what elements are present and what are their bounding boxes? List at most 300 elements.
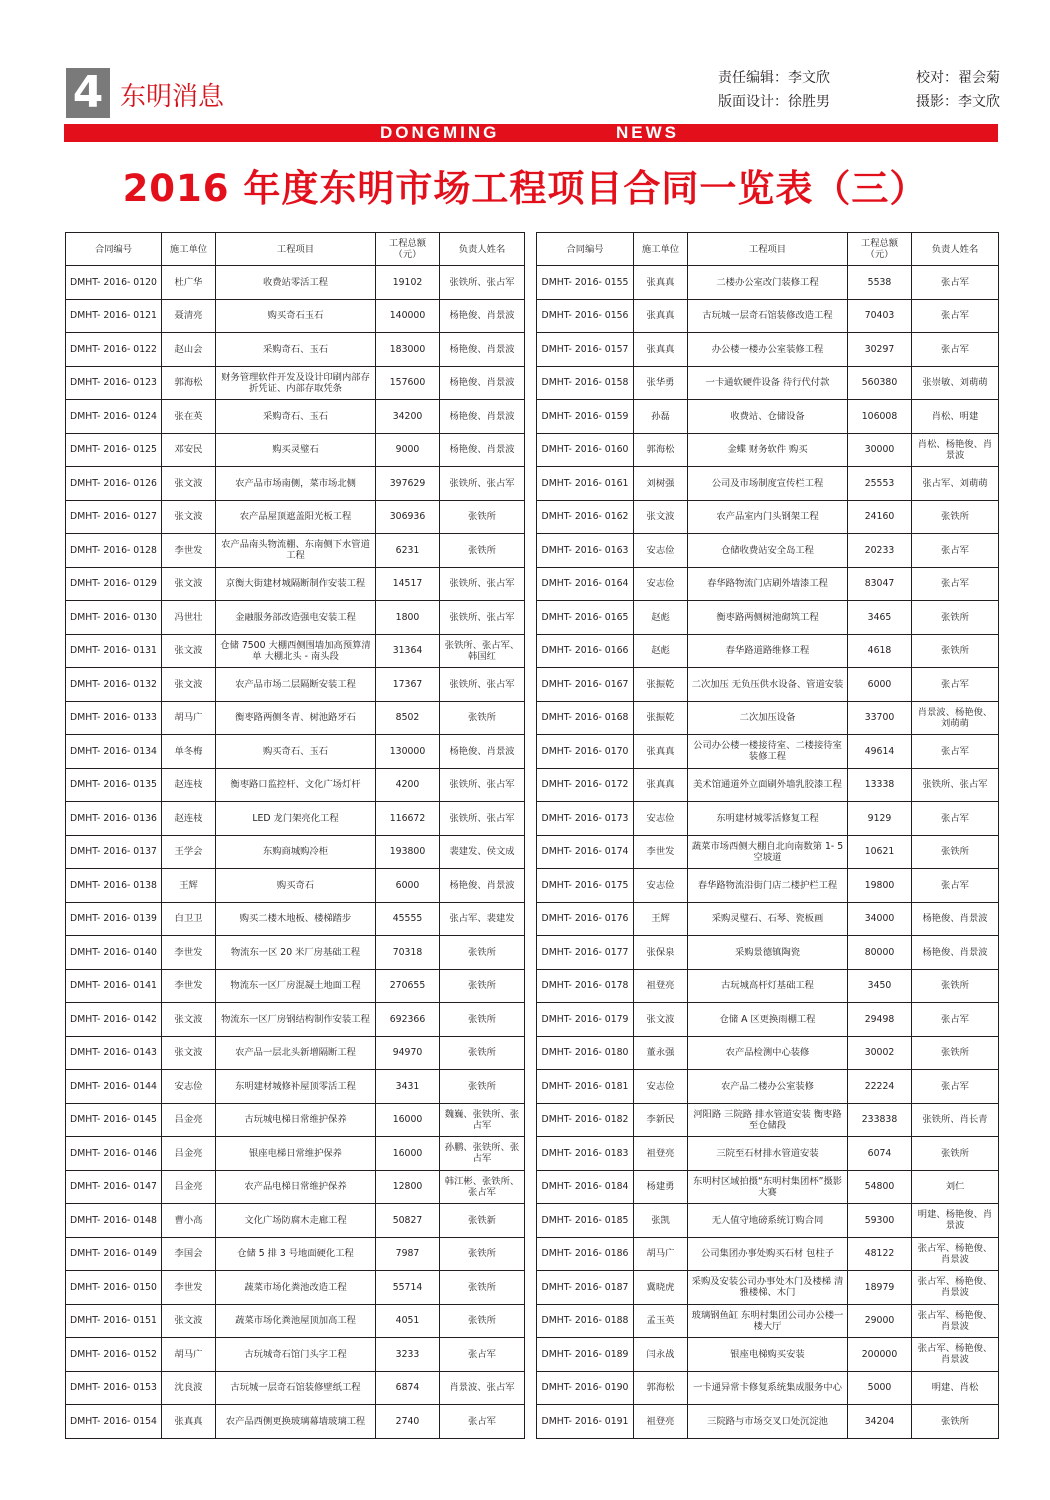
table-row (66, 1237, 525, 1271)
project-cell: 春华路道路维修工程 (688, 634, 848, 668)
photographer-credit: 摄影：李文欣 (916, 94, 1000, 110)
project-cell: 东明建材城零活修复工程 (688, 802, 848, 836)
contract-number-cell: DMHT- 2016- 0153 (66, 1371, 162, 1405)
table-row (537, 668, 999, 702)
responsible-person-cell: 张占军 (912, 1003, 999, 1037)
contract-number-cell: DMHT- 2016- 0187 (537, 1271, 634, 1305)
contractor-cell: 闫永战 (634, 1338, 688, 1372)
table-row (537, 869, 999, 903)
contracts-table-right (536, 232, 999, 1439)
contract-number-cell: DMHT- 2016- 0172 (537, 768, 634, 802)
responsible-person-cell: 肖景波、张占军 (440, 1371, 525, 1405)
amount-cell: 16000 (376, 1103, 440, 1137)
table-row (66, 534, 525, 568)
project-cell: 采购灵璧石、石琴、瓷板画 (688, 902, 848, 936)
contract-number-cell: DMHT- 2016- 0174 (537, 835, 634, 869)
project-cell: 物流东一区厂房混凝土地面工程 (216, 969, 376, 1003)
contract-number-cell: DMHT- 2016- 0128 (66, 534, 162, 568)
table-row (66, 601, 525, 635)
contract-number-cell: DMHT- 2016- 0178 (537, 969, 634, 1003)
contractor-cell: 张真真 (634, 299, 688, 333)
table-row (537, 735, 999, 769)
amount-cell: 34200 (376, 400, 440, 434)
responsible-person-cell: 张铁所、张占军 (440, 601, 525, 635)
amount-cell: 233838 (848, 1103, 912, 1137)
contract-number-cell: DMHT- 2016- 0160 (537, 433, 634, 467)
responsible-person-cell: 张占军 (912, 735, 999, 769)
responsible-person-cell: 张占军 (912, 1070, 999, 1104)
table-row (66, 1338, 525, 1372)
amount-cell: 54800 (848, 1170, 912, 1204)
contract-number-cell: DMHT- 2016- 0175 (537, 869, 634, 903)
responsible-person-cell: 张铁所、张占军 (440, 266, 525, 300)
contract-number-cell: DMHT- 2016- 0152 (66, 1338, 162, 1372)
contractor-cell: 王学会 (162, 835, 216, 869)
project-cell: 农产品市场南侧，菜市场北侧 (216, 467, 376, 501)
contractor-cell: 冯世壮 (162, 601, 216, 635)
amount-cell: 80000 (848, 936, 912, 970)
banner-word: NEWS (616, 123, 679, 142)
amount-cell: 6000 (376, 869, 440, 903)
project-cell: 农产品一层北头新增隔断工程 (216, 1036, 376, 1070)
contract-number-cell: DMHT- 2016- 0182 (537, 1103, 634, 1137)
responsible-person-cell: 肖松、明建 (912, 400, 999, 434)
amount-cell: 12800 (376, 1170, 440, 1204)
contract-number-cell: DMHT- 2016- 0121 (66, 299, 162, 333)
table-row (537, 1204, 999, 1238)
table-row (66, 768, 525, 802)
contractor-cell: 李新民 (634, 1103, 688, 1137)
amount-cell: 306936 (376, 500, 440, 534)
page-number: 4 (66, 68, 110, 118)
table-row (537, 902, 999, 936)
project-cell: 春华路物流门店刷外墙漆工程 (688, 567, 848, 601)
project-cell: 财务管理软件开发及设计印刷内部存折凭证、内部存取凭条 (216, 366, 376, 400)
amount-cell: 183000 (376, 333, 440, 367)
project-cell: 农产品室内门头钢架工程 (688, 500, 848, 534)
table-row (537, 768, 999, 802)
amount-cell: 5000 (848, 1371, 912, 1405)
responsible-person-cell: 杨艳俊、肖景波 (440, 299, 525, 333)
project-cell: LED 龙门架亮化工程 (216, 802, 376, 836)
contractor-cell: 张文波 (162, 634, 216, 668)
project-cell: 购买奇石 (216, 869, 376, 903)
responsible-person-cell: 张铁所 (440, 1003, 525, 1037)
column-header: 合同编号 (66, 233, 162, 266)
table-row (66, 500, 525, 534)
project-cell: 购买二楼木地板、楼梯踏步 (216, 902, 376, 936)
credits-row (718, 90, 1000, 114)
contractor-cell: 安志俭 (634, 869, 688, 903)
project-cell: 二次加压 无负压供水设备、管道安装 (688, 668, 848, 702)
project-cell: 公司及市场制度宣传栏工程 (688, 467, 848, 501)
contract-number-cell: DMHT- 2016- 0126 (66, 467, 162, 501)
credits (718, 66, 1000, 114)
amount-cell: 45555 (376, 902, 440, 936)
responsible-person-cell: 肖景波、杨艳俊、刘萌萌 (912, 701, 999, 735)
contractor-cell: 张文波 (162, 668, 216, 702)
contract-number-cell: DMHT- 2016- 0138 (66, 869, 162, 903)
project-cell: 古玩城高杆灯基础工程 (688, 969, 848, 1003)
responsible-person-cell: 张铁所 (912, 969, 999, 1003)
responsible-person-cell: 张铁新 (440, 1204, 525, 1238)
table-row (537, 1271, 999, 1305)
contractor-cell: 安志俭 (162, 1070, 216, 1104)
responsible-person-cell: 张铁所 (440, 936, 525, 970)
project-cell: 银座电梯购买安装 (688, 1338, 848, 1372)
amount-cell: 6874 (376, 1371, 440, 1405)
table-row (537, 969, 999, 1003)
responsible-person-cell: 张铁所、张占军 (440, 768, 525, 802)
amount-cell: 3450 (848, 969, 912, 1003)
contractor-cell: 郭海松 (634, 1371, 688, 1405)
contract-number-cell: DMHT- 2016- 0165 (537, 601, 634, 635)
masthead-banner (64, 124, 998, 142)
contract-number-cell: DMHT- 2016- 0125 (66, 433, 162, 467)
amount-cell: 106008 (848, 400, 912, 434)
table-row (66, 1070, 525, 1104)
banner-word: DONGMING (380, 123, 500, 142)
responsible-person-cell: 杨艳俊、肖景波 (440, 433, 525, 467)
responsible-person-cell: 张占军 (440, 1405, 525, 1439)
project-cell: 美术馆通道外立面刷外墙乳胶漆工程 (688, 768, 848, 802)
responsible-person-cell: 张铁所 (912, 835, 999, 869)
contract-number-cell: DMHT- 2016- 0145 (66, 1103, 162, 1137)
contract-number-cell: DMHT- 2016- 0139 (66, 902, 162, 936)
contract-number-cell: DMHT- 2016- 0155 (537, 266, 634, 300)
contract-number-cell: DMHT- 2016- 0141 (66, 969, 162, 1003)
contract-number-cell: DMHT- 2016- 0151 (66, 1304, 162, 1338)
amount-cell: 30002 (848, 1036, 912, 1070)
project-cell: 古玩城一层奇石馆装修壁纸工程 (216, 1371, 376, 1405)
responsible-person-cell: 杨艳俊、肖景波 (440, 333, 525, 367)
responsible-person-cell: 张铁所 (440, 534, 525, 568)
contractor-cell: 邓安民 (162, 433, 216, 467)
contract-number-cell: DMHT- 2016- 0170 (537, 735, 634, 769)
responsible-person-cell: 裴建发、侯文成 (440, 835, 525, 869)
responsible-person-cell: 张铁所 (440, 969, 525, 1003)
contract-number-cell: DMHT- 2016- 0124 (66, 400, 162, 434)
responsible-person-cell: 张铁所、张占军 (440, 668, 525, 702)
contractor-cell: 张真真 (634, 266, 688, 300)
contract-number-cell: DMHT- 2016- 0179 (537, 1003, 634, 1037)
contract-number-cell: DMHT- 2016- 0123 (66, 366, 162, 400)
project-cell: 金蝶 财务软件 购买 (688, 433, 848, 467)
amount-cell: 20233 (848, 534, 912, 568)
contractor-cell: 张文波 (162, 1003, 216, 1037)
contract-number-cell: DMHT- 2016- 0164 (537, 567, 634, 601)
amount-cell: 692366 (376, 1003, 440, 1037)
responsible-person-cell: 魏巍、张铁所、张占军 (440, 1103, 525, 1137)
responsible-person-cell: 张铁所、肖长青 (912, 1103, 999, 1137)
contract-number-cell: DMHT- 2016- 0132 (66, 668, 162, 702)
responsible-person-cell: 张铁所 (912, 500, 999, 534)
contract-number-cell: DMHT- 2016- 0167 (537, 668, 634, 702)
amount-cell: 9000 (376, 433, 440, 467)
column-header: 施工单位 (634, 233, 688, 266)
page-headline: 2016 年度东明市场工程项目合同一览表（三） (122, 167, 928, 210)
table-row (66, 1103, 525, 1137)
contractor-cell: 张真真 (634, 735, 688, 769)
contractor-cell: 吕金亮 (162, 1137, 216, 1171)
amount-cell: 30000 (848, 433, 912, 467)
table-row (537, 1170, 999, 1204)
contractor-cell: 郭海松 (162, 366, 216, 400)
table-row (66, 1271, 525, 1305)
responsible-person-cell: 肖松、杨艳俊、肖景波 (912, 433, 999, 467)
contractor-cell: 张凯 (634, 1204, 688, 1238)
contract-number-cell: DMHT- 2016- 0143 (66, 1036, 162, 1070)
table-row (66, 266, 525, 300)
amount-cell: 3431 (376, 1070, 440, 1104)
contractor-cell: 张文波 (634, 500, 688, 534)
project-cell: 农产品电梯日常维护保养 (216, 1170, 376, 1204)
contractor-cell: 孟玉英 (634, 1304, 688, 1338)
responsible-person-cell: 张铁所 (440, 701, 525, 735)
amount-cell: 6000 (848, 668, 912, 702)
amount-cell: 4200 (376, 768, 440, 802)
contractor-cell: 冀晓虎 (634, 1271, 688, 1305)
contract-number-cell: DMHT- 2016- 0130 (66, 601, 162, 635)
responsible-person-cell: 杨艳俊、肖景波 (440, 869, 525, 903)
contracts-table-left (65, 232, 525, 1439)
contractor-cell: 董永强 (634, 1036, 688, 1070)
contractor-cell: 李世发 (162, 1271, 216, 1305)
responsible-person-cell: 张铁所 (440, 500, 525, 534)
table-header-row (66, 233, 525, 266)
table-row (66, 1204, 525, 1238)
project-cell: 金融服务部改造强电安装工程 (216, 601, 376, 635)
project-cell: 二楼办公室改门装修工程 (688, 266, 848, 300)
amount-cell: 55714 (376, 1271, 440, 1305)
section-title: 东明消息 (120, 82, 225, 112)
contractor-cell: 张文波 (162, 1036, 216, 1070)
contractor-cell: 张真真 (162, 1405, 216, 1439)
project-cell: 采购奇石、玉石 (216, 333, 376, 367)
responsible-person-cell: 张铁所 (440, 1271, 525, 1305)
project-cell: 一卡通异常卡修复系统集成服务中心 (688, 1371, 848, 1405)
contractor-cell: 沈良波 (162, 1371, 216, 1405)
contractor-cell: 吕金亮 (162, 1170, 216, 1204)
contract-number-cell: DMHT- 2016- 0144 (66, 1070, 162, 1104)
table-header-row (537, 233, 999, 266)
contractor-cell: 胡马广 (162, 701, 216, 735)
contractor-cell: 赵连枝 (162, 802, 216, 836)
contract-number-cell: DMHT- 2016- 0190 (537, 1371, 634, 1405)
contract-number-cell: DMHT- 2016- 0158 (537, 366, 634, 400)
contractor-cell: 张文波 (634, 1003, 688, 1037)
contract-number-cell: DMHT- 2016- 0127 (66, 500, 162, 534)
amount-cell: 19800 (848, 869, 912, 903)
column-header: 负责人姓名 (440, 233, 525, 266)
responsible-person-cell: 张铁所 (912, 1405, 999, 1439)
column-header: 工程项目 (216, 233, 376, 266)
contractor-cell: 张保泉 (634, 936, 688, 970)
amount-cell: 3465 (848, 601, 912, 635)
contractor-cell: 安志俭 (634, 567, 688, 601)
project-cell: 物流东一区厂房钢结构制作安装工程 (216, 1003, 376, 1037)
amount-cell: 6231 (376, 534, 440, 568)
responsible-person-cell: 张占军、杨艳俊、肖景波 (912, 1304, 999, 1338)
project-cell: 古玩城电梯日常维护保养 (216, 1103, 376, 1137)
table-row (66, 735, 525, 769)
table-row (66, 634, 525, 668)
credits-row (718, 66, 1000, 90)
table-row (537, 500, 999, 534)
project-cell: 无人值守地磅系统订购合同 (688, 1204, 848, 1238)
amount-cell: 29000 (848, 1304, 912, 1338)
contract-number-cell: DMHT- 2016- 0184 (537, 1170, 634, 1204)
table-row (66, 333, 525, 367)
project-cell: 古玩城一层奇石馆装修改造工程 (688, 299, 848, 333)
amount-cell: 560380 (848, 366, 912, 400)
responsible-person-cell: 张铁所、张占军 (912, 768, 999, 802)
table-row (66, 299, 525, 333)
responsible-person-cell: 张崇敏、刘萌萌 (912, 366, 999, 400)
responsible-person-cell: 张铁所 (912, 1137, 999, 1171)
project-cell: 农产品检测中心装修 (688, 1036, 848, 1070)
contractor-cell: 张真真 (634, 768, 688, 802)
editor-credit: 责任编辑：李文欣 (718, 70, 830, 86)
contract-number-cell: DMHT- 2016- 0180 (537, 1036, 634, 1070)
project-cell: 购买奇石玉石 (216, 299, 376, 333)
project-cell: 玻璃钢鱼缸 东明村集团公司办公楼一楼大厅 (688, 1304, 848, 1338)
proofreader-credit: 校对：翟会菊 (916, 70, 1000, 86)
amount-cell: 3233 (376, 1338, 440, 1372)
contract-number-cell: DMHT- 2016- 0140 (66, 936, 162, 970)
project-cell: 东明建材城修补屋顶零活工程 (216, 1070, 376, 1104)
table-row (66, 467, 525, 501)
project-cell: 衡枣路两侧冬青、树池路牙石 (216, 701, 376, 735)
column-header: 工程项目 (688, 233, 848, 266)
contract-number-cell: DMHT- 2016- 0148 (66, 1204, 162, 1238)
contract-number-cell: DMHT- 2016- 0133 (66, 701, 162, 735)
responsible-person-cell: 杨艳俊、肖景波 (440, 366, 525, 400)
amount-cell: 6074 (848, 1137, 912, 1171)
contractor-cell: 祖登亮 (634, 1137, 688, 1171)
amount-cell: 14517 (376, 567, 440, 601)
project-cell: 仓储收费站安全岛工程 (688, 534, 848, 568)
project-cell: 公司办公楼一楼接待室、二楼接待室装修工程 (688, 735, 848, 769)
contract-number-cell: DMHT- 2016- 0185 (537, 1204, 634, 1238)
contractor-cell: 单冬梅 (162, 735, 216, 769)
contractor-cell: 刘树强 (634, 467, 688, 501)
table-row (66, 936, 525, 970)
project-cell: 农产品二楼办公室装修 (688, 1070, 848, 1104)
contractor-cell: 王辉 (162, 869, 216, 903)
table-row (537, 1304, 999, 1338)
project-cell: 农产品西侧更换玻璃幕墙玻璃工程 (216, 1405, 376, 1439)
contractor-cell: 赵山会 (162, 333, 216, 367)
project-cell: 东购商城购冷柜 (216, 835, 376, 869)
contract-number-cell: DMHT- 2016- 0142 (66, 1003, 162, 1037)
amount-cell: 10621 (848, 835, 912, 869)
contract-number-cell: DMHT- 2016- 0183 (537, 1137, 634, 1171)
responsible-person-cell: 张占军 (912, 869, 999, 903)
table-row (66, 969, 525, 1003)
project-cell: 购买奇石、玉石 (216, 735, 376, 769)
contractor-cell: 张在英 (162, 400, 216, 434)
responsible-person-cell: 张铁所 (912, 1036, 999, 1070)
contractor-cell: 祖登亮 (634, 969, 688, 1003)
responsible-person-cell: 张铁所 (440, 1304, 525, 1338)
amount-cell: 1800 (376, 601, 440, 635)
table-row (537, 433, 999, 467)
contractor-cell: 李世发 (162, 534, 216, 568)
amount-cell: 5538 (848, 266, 912, 300)
project-cell: 蔬菜市场西侧大棚自北向南数第 1- 5 空坡道 (688, 835, 848, 869)
table-row (537, 467, 999, 501)
table-row (66, 1170, 525, 1204)
table-row (537, 366, 999, 400)
table-row (66, 802, 525, 836)
table-row (66, 701, 525, 735)
responsible-person-cell: 孙鹏、张铁所、张占军 (440, 1137, 525, 1171)
contractor-cell: 曹小高 (162, 1204, 216, 1238)
contract-number-cell: DMHT- 2016- 0150 (66, 1271, 162, 1305)
table-row (66, 1036, 525, 1070)
amount-cell: 193800 (376, 835, 440, 869)
contract-number-cell: DMHT- 2016- 0157 (537, 333, 634, 367)
contract-number-cell: DMHT- 2016- 0166 (537, 634, 634, 668)
responsible-person-cell: 杨艳俊、肖景波 (440, 735, 525, 769)
responsible-person-cell: 杨艳俊、肖景波 (912, 936, 999, 970)
responsible-person-cell: 张占军 (912, 333, 999, 367)
project-cell: 农产品屋顶遮盖阳光板工程 (216, 500, 376, 534)
contractor-cell: 赵彪 (634, 601, 688, 635)
table-row (66, 668, 525, 702)
contractor-cell: 白卫卫 (162, 902, 216, 936)
contractor-cell: 张文波 (162, 567, 216, 601)
contractor-cell: 杨建勇 (634, 1170, 688, 1204)
amount-cell: 19102 (376, 266, 440, 300)
contract-number-cell: DMHT- 2016- 0122 (66, 333, 162, 367)
column-header: 合同编号 (537, 233, 634, 266)
amount-cell: 16000 (376, 1137, 440, 1171)
responsible-person-cell: 张占军 (912, 299, 999, 333)
project-cell: 采购奇石、玉石 (216, 400, 376, 434)
contract-number-cell: DMHT- 2016- 0136 (66, 802, 162, 836)
contract-number-cell: DMHT- 2016- 0163 (537, 534, 634, 568)
contract-number-cell: DMHT- 2016- 0149 (66, 1237, 162, 1271)
contract-number-cell: DMHT- 2016- 0135 (66, 768, 162, 802)
contractor-cell: 安志俭 (634, 1070, 688, 1104)
column-header: 工程总额（元） (848, 233, 912, 266)
amount-cell: 116672 (376, 802, 440, 836)
contractor-cell: 郭海松 (634, 433, 688, 467)
contract-number-cell: DMHT- 2016- 0120 (66, 266, 162, 300)
amount-cell: 70318 (376, 936, 440, 970)
table-row (66, 835, 525, 869)
amount-cell: 130000 (376, 735, 440, 769)
contractor-cell: 张文波 (162, 467, 216, 501)
project-cell: 文化广场防腐木走廊工程 (216, 1204, 376, 1238)
table-row (66, 366, 525, 400)
contractor-cell: 张振乾 (634, 668, 688, 702)
project-cell: 京衡大街建材城隔断制作安装工程 (216, 567, 376, 601)
contractor-cell: 张文波 (162, 1304, 216, 1338)
responsible-person-cell: 张占军、杨艳俊、肖景波 (912, 1271, 999, 1305)
contract-number-cell: DMHT- 2016- 0137 (66, 835, 162, 869)
responsible-person-cell: 明建、杨艳俊、肖景波 (912, 1204, 999, 1238)
table-row (537, 534, 999, 568)
contractor-cell: 王辉 (634, 902, 688, 936)
amount-cell: 9129 (848, 802, 912, 836)
contract-number-cell: DMHT- 2016- 0129 (66, 567, 162, 601)
contract-number-cell: DMHT- 2016- 0146 (66, 1137, 162, 1171)
amount-cell: 7987 (376, 1237, 440, 1271)
amount-cell: 59300 (848, 1204, 912, 1238)
